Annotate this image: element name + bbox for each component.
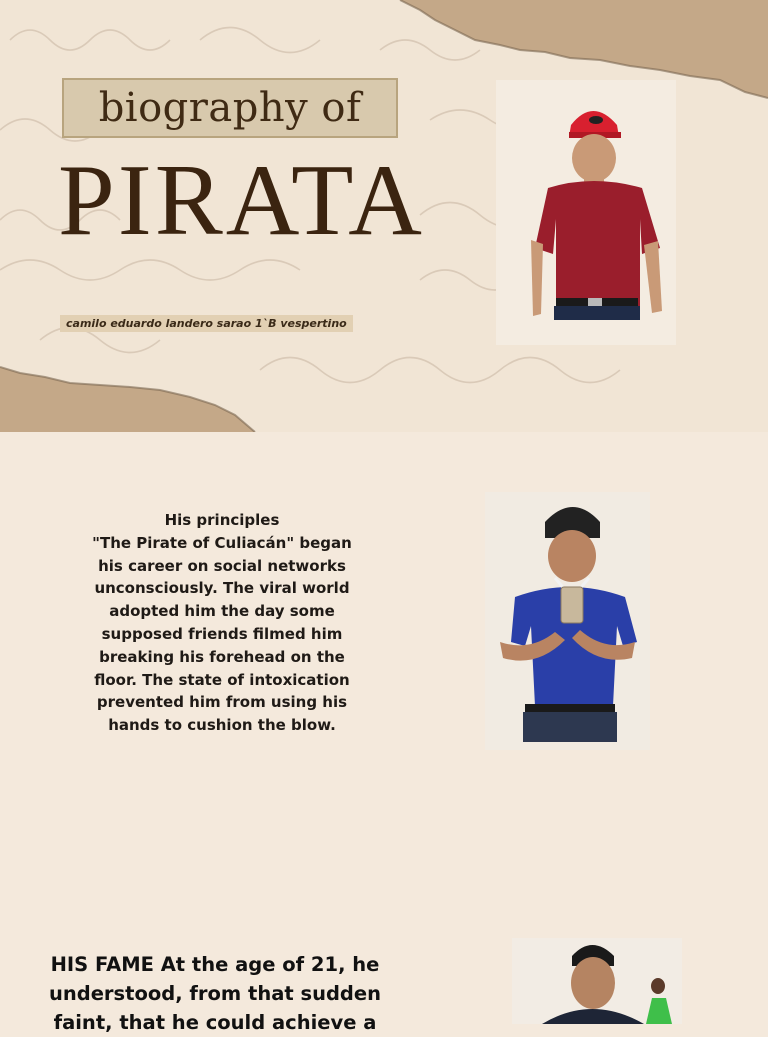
portrait-photo-suit [512,938,682,1024]
title-subheading: biography of [98,85,362,131]
author-tag: camilo eduardo landero sarao 1`B vespertino [60,315,353,332]
portrait-photo-red-shirt [496,80,676,345]
principles-paragraph [82,509,362,737]
principles-body: "The Pirate of Culiacán" began his career on social networks unconsciously. The viral world adopted him the day some supposed friends filmed him breaking his forehead on the floor. The state of intoxication prevented him from using his hands to cushion the blow. [92,533,352,735]
cover-page [0,0,768,432]
fame-paragraph: HIS FAME At the age of 21, he understood, from that sudden faint, that he could achieve a [48,953,382,1034]
title-label-box [62,78,398,138]
page-title: PIRATA [58,144,425,257]
principles-heading: His principles [164,511,280,529]
portrait-photo-blue-shirt [485,492,650,750]
torn-paper-bottom [0,355,300,432]
